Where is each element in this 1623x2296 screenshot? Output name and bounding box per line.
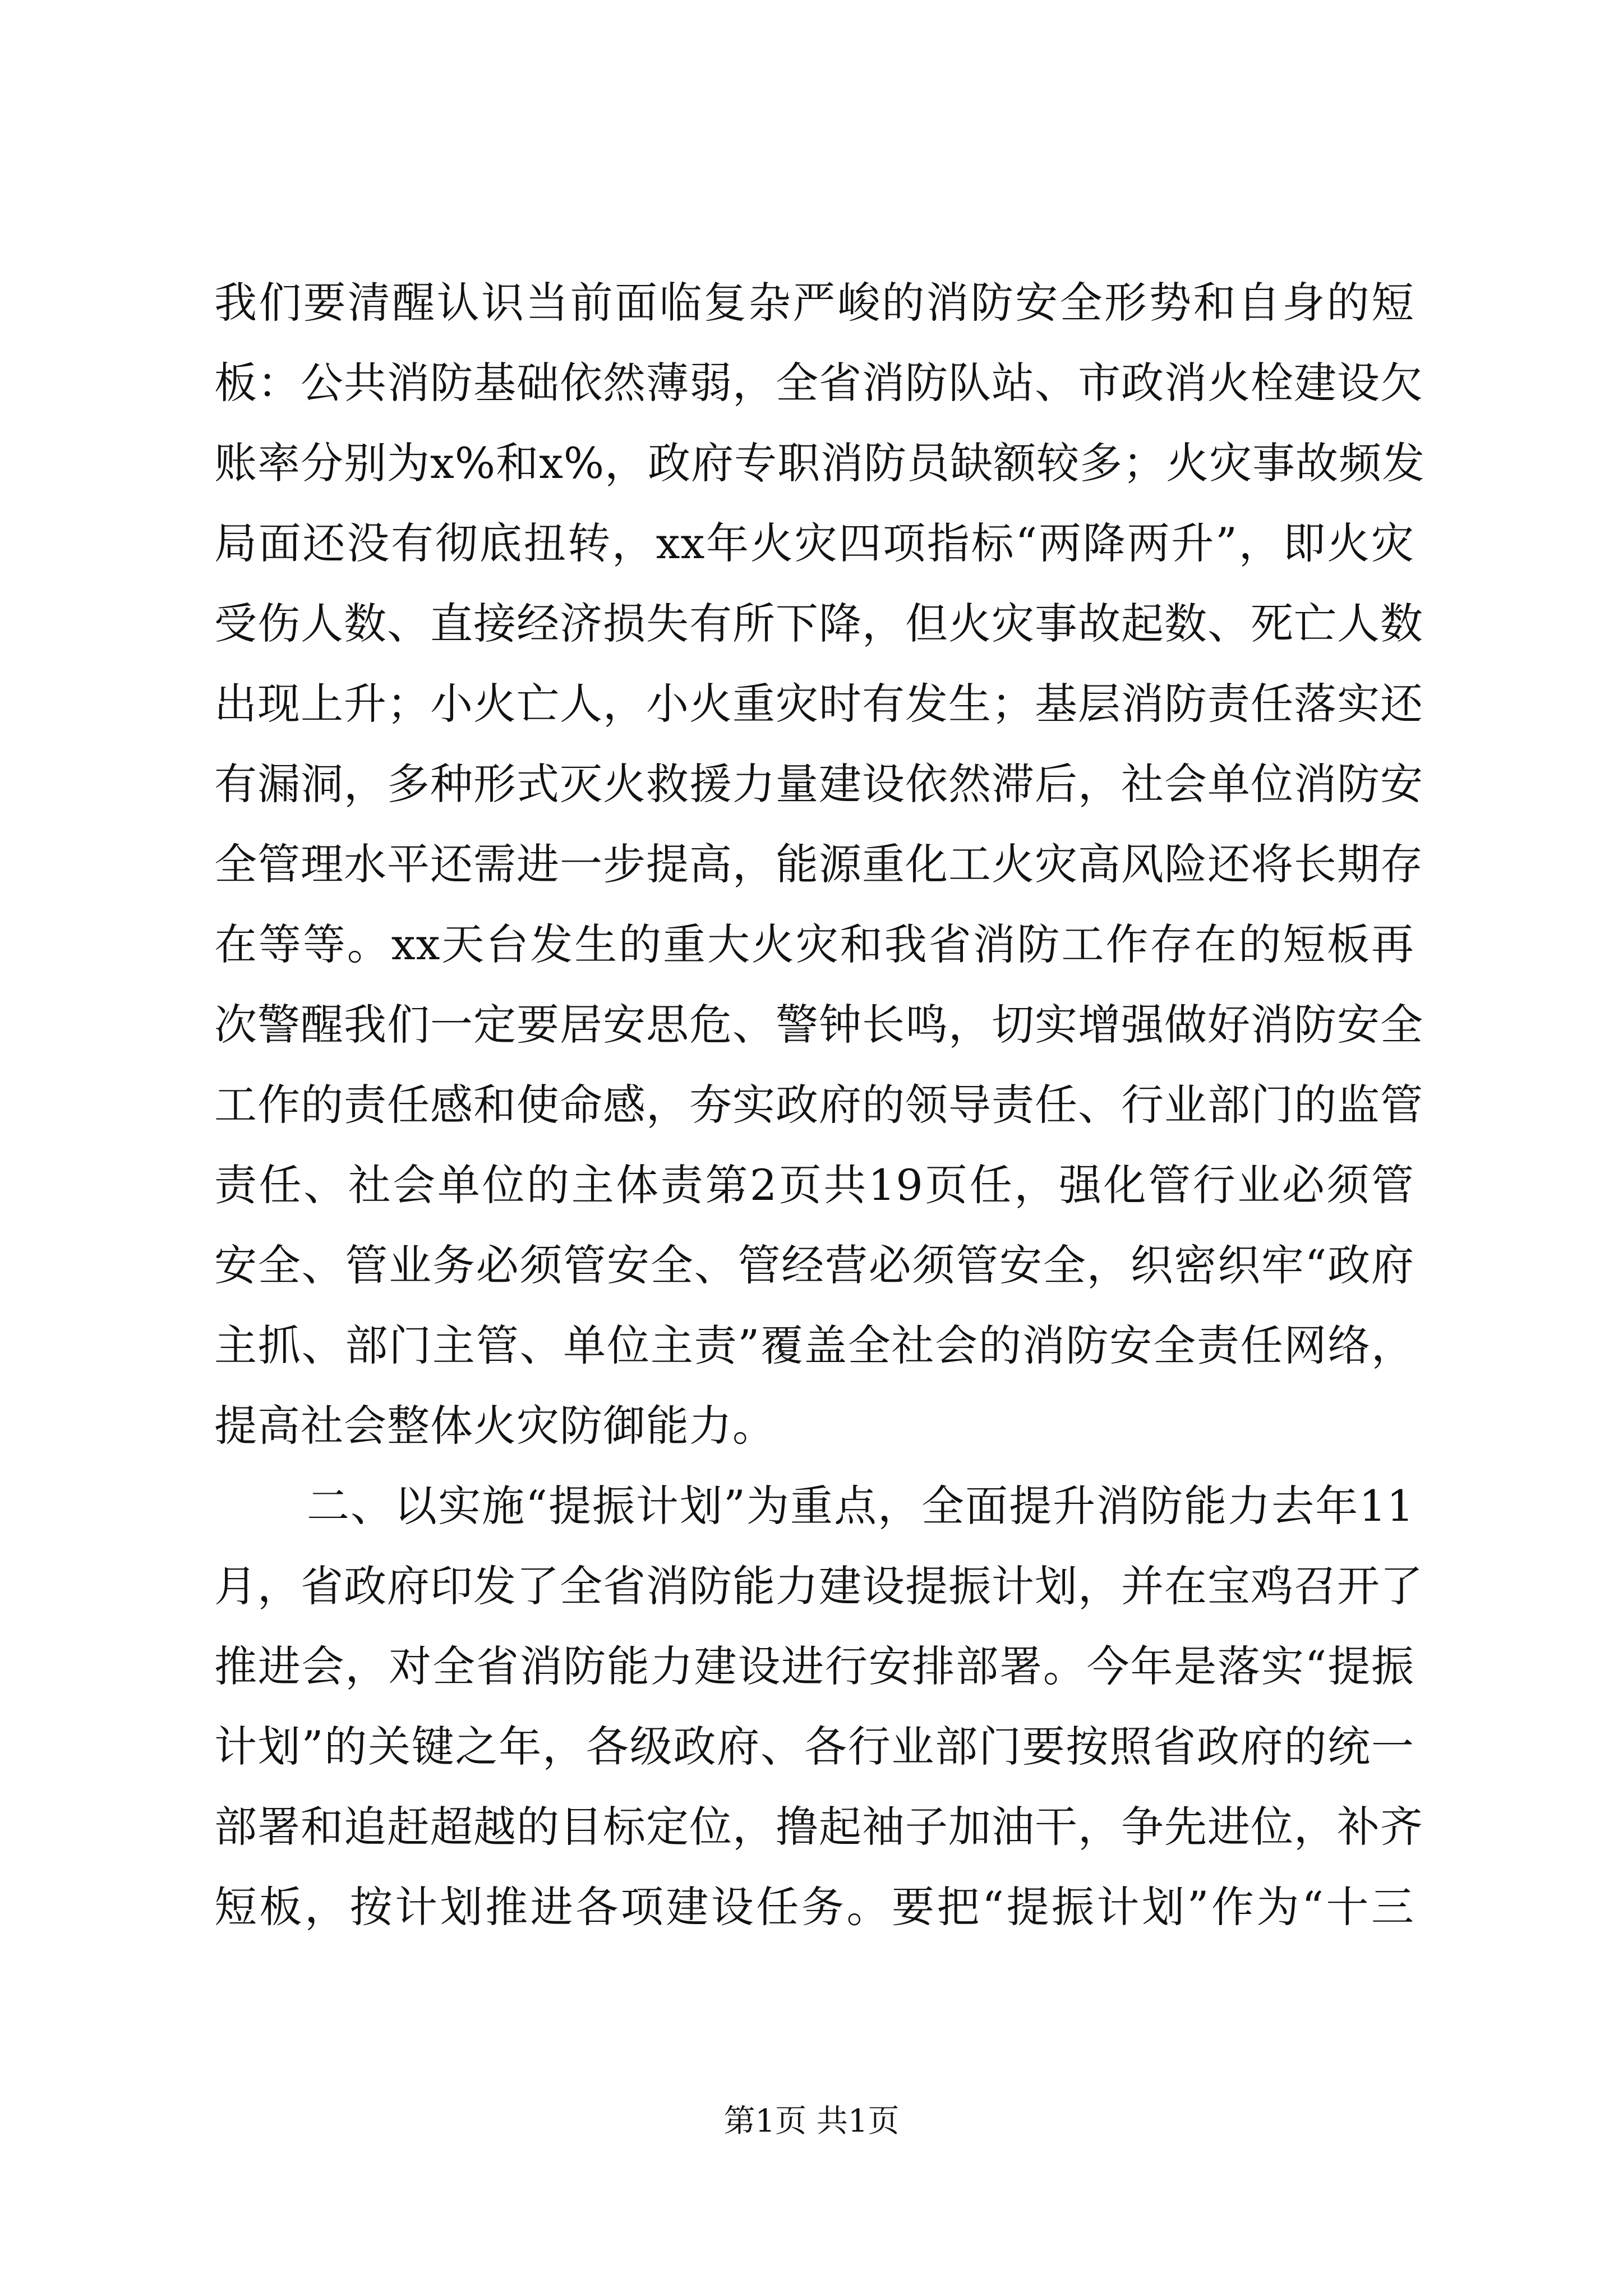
text-line: 在等等。xx天台发生的重大火灾和我省消防工作存在的短板再 [214,919,1414,969]
text-line: 工作的责任感和使命感，夯实政府的领导责任、行业部门的监管 [214,1080,1423,1130]
body-text [214,263,1426,1947]
text-line: 有漏洞，多种形式灭火救援力量建设依然滞后，社会单位消防安 [214,759,1423,809]
text-line: 局面还没有彻底扭转，xx年火灾四项指标“两降两升”，即火灾 [214,518,1414,568]
text-line: 安全、管业务必须管安全、管经营必须管安全，织密织牢“政府 [214,1240,1414,1290]
text-line: 账率分别为x%和x%，政府专职消防员缺额较多；火灾事故频发 [214,438,1426,488]
text-line: 推进会，对全省消防能力建设进行安排部署。今年是落实“提振 [214,1641,1414,1691]
page-number-label: 第1页 共1页 [723,2103,900,2139]
text-line: 次警醒我们一定要居安思危、警钟长鸣，切实增强做好消防安全 [214,1000,1423,1050]
text-line: 计划”的关键之年，各级政府、各行业部门要按照省政府的统一 [214,1722,1414,1772]
text-line: 提高社会整体火灾防御能力。 [214,1401,776,1451]
text-line: 我们要清醒认识当前面临复杂严峻的消防安全形势和自身的短 [214,278,1414,328]
text-line: 月，省政府印发了全省消防能力建设提振计划，并在宝鸡召开了 [214,1561,1423,1611]
text-line: 受伤人数、直接经济损失有所下降，但火灾事故起数、死亡人数 [214,599,1423,648]
text-line: 主抓、部门主管、单位主责”覆盖全社会的消防安全责任网络， [214,1320,1414,1370]
text-line: 出现上升；小火亡人，小火重灾时有发生；基层消防责任落实还 [214,679,1423,729]
text-line: 板：公共消防基础依然薄弱，全省消防队站、市政消火栓建设欠 [214,358,1423,408]
text-line: 二、以实施“提振计划”为重点，全面提升消防能力去年11 [307,1481,1414,1531]
text-line: 责任、社会单位的主体责第2页共19页任，强化管行业必须管 [214,1160,1414,1210]
text-line: 部署和追赶超越的目标定位，撸起袖子加油干，争先进位，补齐 [214,1802,1423,1852]
text-line: 短板，按计划推进各项建设任务。要把“提振计划”作为“十三 [214,1882,1414,1932]
page-footer [0,2099,1623,2144]
text-line: 全管理水平还需进一步提高，能源重化工火灾高风险还将长期存 [214,839,1423,889]
